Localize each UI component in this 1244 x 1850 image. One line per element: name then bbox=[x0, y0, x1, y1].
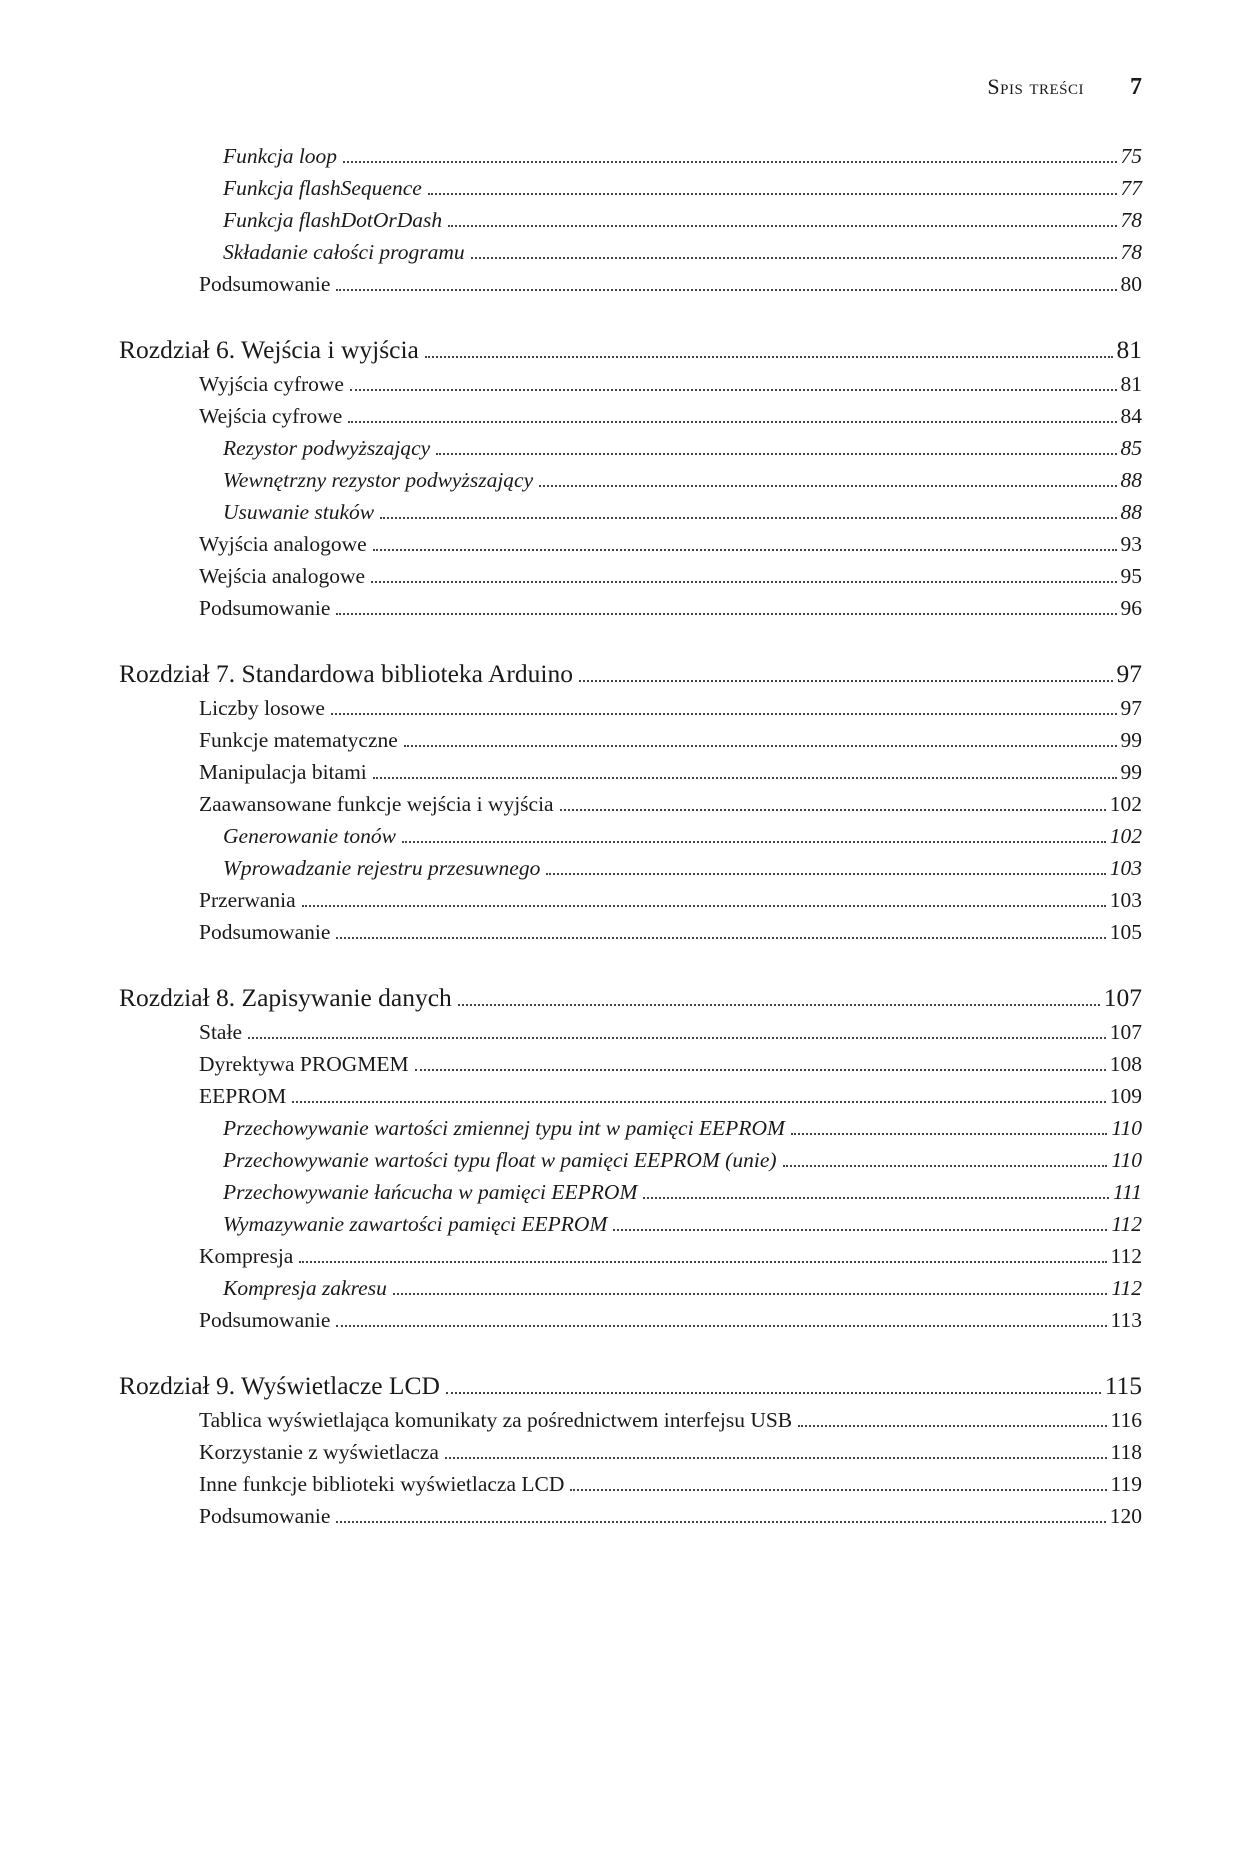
dot-leader bbox=[425, 356, 1113, 358]
toc-entry-title: Wprowadzanie rejestru przesuwnego bbox=[223, 856, 541, 880]
page-number: 7 bbox=[1130, 74, 1142, 100]
toc-chapter[interactable] bbox=[119, 332, 1142, 368]
toc-entry-title: Funkcja flashSequence bbox=[223, 176, 422, 200]
toc-entry-page: 88 bbox=[1120, 468, 1142, 492]
toc-entry-page: 111 bbox=[1112, 1180, 1142, 1204]
toc-entry-title: Przechowywanie łańcucha w pamięci EEPROM bbox=[223, 1180, 638, 1204]
dot-leader bbox=[471, 257, 1117, 259]
toc-section[interactable] bbox=[119, 560, 1142, 592]
dot-leader bbox=[570, 1489, 1106, 1491]
toc-section[interactable] bbox=[119, 788, 1142, 820]
toc-section[interactable] bbox=[119, 1436, 1142, 1468]
toc-entry-title: Generowanie tonów bbox=[223, 824, 396, 848]
toc-entry-page: 116 bbox=[1110, 1408, 1142, 1432]
toc-section[interactable] bbox=[119, 884, 1142, 916]
toc-section[interactable] bbox=[119, 1304, 1142, 1336]
dot-leader bbox=[373, 777, 1117, 779]
toc-entry-page: 78 bbox=[1120, 240, 1142, 264]
toc-entry-title: Usuwanie stuków bbox=[223, 500, 375, 524]
dot-leader bbox=[292, 1101, 1106, 1103]
toc-section[interactable] bbox=[119, 1080, 1142, 1112]
toc-entry-page: 95 bbox=[1120, 564, 1142, 588]
toc-entry-page: 102 bbox=[1109, 824, 1142, 848]
toc-entry-title: Przerwania bbox=[199, 888, 296, 912]
toc-section[interactable] bbox=[119, 368, 1142, 400]
toc-entry-page: 119 bbox=[1110, 1472, 1142, 1496]
toc-entry-page: 99 bbox=[1120, 760, 1142, 784]
toc-entry-page: 110 bbox=[1111, 1116, 1142, 1140]
toc-entry-title: Wyjścia analogowe bbox=[199, 532, 367, 556]
toc-subsection[interactable] bbox=[119, 140, 1142, 172]
dot-leader bbox=[373, 549, 1117, 551]
toc-entry-title: Zaawansowane funkcje wejścia i wyjścia bbox=[199, 792, 554, 816]
toc-subsection[interactable] bbox=[119, 236, 1142, 268]
toc-entry-page: 112 bbox=[1110, 1244, 1142, 1268]
toc-entry-title: Dyrektywa PROGMEM bbox=[199, 1052, 409, 1076]
dot-leader bbox=[336, 937, 1105, 939]
toc-entry-title: Funkcja loop bbox=[223, 144, 338, 168]
toc-section[interactable] bbox=[119, 1016, 1142, 1048]
toc-entry-page: 107 bbox=[1109, 1020, 1142, 1044]
dot-leader bbox=[560, 809, 1106, 811]
toc-entry-page: 105 bbox=[1109, 920, 1142, 944]
dot-leader bbox=[783, 1165, 1108, 1167]
toc-entry-title: Funkcje matematyczne bbox=[199, 728, 398, 752]
chapter-spacer bbox=[119, 948, 1142, 980]
toc-subsection[interactable] bbox=[119, 820, 1142, 852]
toc-subsection[interactable] bbox=[119, 496, 1142, 528]
toc-section[interactable] bbox=[119, 724, 1142, 756]
dot-leader bbox=[343, 161, 1116, 163]
toc-entry-title: Kompresja zakresu bbox=[223, 1276, 387, 1300]
dot-leader bbox=[380, 517, 1116, 519]
toc-entry-title: Liczby losowe bbox=[199, 696, 325, 720]
toc-entry-title: Podsumowanie bbox=[199, 1504, 331, 1528]
dot-leader bbox=[546, 873, 1105, 875]
dot-leader bbox=[336, 1521, 1105, 1523]
toc-section[interactable] bbox=[119, 592, 1142, 624]
dot-leader bbox=[446, 1392, 1101, 1394]
toc-entry-title: Podsumowanie bbox=[199, 920, 331, 944]
toc-entry-page: 78 bbox=[1120, 208, 1142, 232]
dot-leader bbox=[248, 1037, 1106, 1039]
toc-entry-page: 103 bbox=[1109, 888, 1142, 912]
toc-entry-title: Funkcja flashDotOrDash bbox=[223, 208, 443, 232]
toc-section[interactable] bbox=[119, 1048, 1142, 1080]
chapter-spacer bbox=[119, 300, 1142, 332]
toc-subsection[interactable] bbox=[119, 1208, 1142, 1240]
toc-subsection[interactable] bbox=[119, 204, 1142, 236]
toc-entry-page: 81 bbox=[1116, 335, 1142, 364]
toc-section[interactable] bbox=[119, 1468, 1142, 1500]
toc-entry-page: 75 bbox=[1120, 144, 1142, 168]
dot-leader bbox=[336, 1325, 1106, 1327]
dot-leader bbox=[798, 1425, 1106, 1427]
toc-entry-title: Kompresja bbox=[199, 1244, 294, 1268]
toc-entry-page: 81 bbox=[1120, 372, 1142, 396]
toc-entry-title: Wyjścia cyfrowe bbox=[199, 372, 344, 396]
toc-entry-page: 88 bbox=[1120, 500, 1142, 524]
toc-entry-title: Manipulacja bitami bbox=[199, 760, 367, 784]
toc-entry-title: Przechowywanie wartości zmiennej typu int w pamięci EEPROM bbox=[223, 1116, 785, 1140]
toc-subsection[interactable] bbox=[119, 432, 1142, 464]
toc-entry-title: EEPROM bbox=[199, 1084, 287, 1108]
dot-leader bbox=[436, 453, 1116, 455]
toc-entry-page: 97 bbox=[1120, 696, 1142, 720]
toc-section[interactable] bbox=[119, 400, 1142, 432]
toc-entry-title: Inne funkcje biblioteki wyświetlacza LCD bbox=[199, 1472, 565, 1496]
toc-subsection[interactable] bbox=[119, 1176, 1142, 1208]
toc-entry-title: Wymazywanie zawartości pamięci EEPROM bbox=[223, 1212, 608, 1236]
toc-entry-title: Podsumowanie bbox=[199, 1308, 331, 1332]
dot-leader bbox=[331, 713, 1117, 715]
dot-leader bbox=[336, 289, 1116, 291]
dot-leader bbox=[445, 1457, 1107, 1459]
toc-entry-page: 107 bbox=[1103, 983, 1142, 1012]
table-of-contents bbox=[119, 140, 1142, 1532]
toc-section[interactable] bbox=[119, 1240, 1142, 1272]
toc-entry-title: Składanie całości programu bbox=[223, 240, 465, 264]
toc-entry-title: Stałe bbox=[199, 1020, 242, 1044]
toc-entry-page: 109 bbox=[1109, 1084, 1142, 1108]
dot-leader bbox=[643, 1197, 1109, 1199]
toc-entry-page: 84 bbox=[1120, 404, 1142, 428]
dot-leader bbox=[539, 485, 1116, 487]
dot-leader bbox=[348, 421, 1116, 423]
toc-entry-page: 80 bbox=[1120, 272, 1142, 296]
toc-subsection[interactable] bbox=[119, 464, 1142, 496]
toc-entry-title: Rozdział 6. Wejścia i wyjścia bbox=[119, 335, 419, 364]
toc-entry-title: Rezystor podwyższający bbox=[223, 436, 431, 460]
dot-leader bbox=[299, 1261, 1106, 1263]
toc-entry-page: 118 bbox=[1110, 1440, 1142, 1464]
toc-entry-title: Wewnętrzny rezystor podwyższający bbox=[223, 468, 534, 492]
dot-leader bbox=[336, 613, 1116, 615]
toc-entry-page: 97 bbox=[1116, 659, 1142, 688]
toc-section[interactable] bbox=[119, 692, 1142, 724]
toc-entry-page: 99 bbox=[1120, 728, 1142, 752]
dot-leader bbox=[302, 905, 1106, 907]
toc-entry-title: Tablica wyświetlająca komunikaty za pośrednictwem interfejsu USB bbox=[199, 1408, 793, 1432]
toc-section[interactable] bbox=[119, 756, 1142, 788]
dot-leader bbox=[613, 1229, 1107, 1231]
chapter-spacer bbox=[119, 1336, 1142, 1368]
toc-entry-page: 93 bbox=[1120, 532, 1142, 556]
toc-section[interactable] bbox=[119, 268, 1142, 300]
toc-entry-title: Przechowywanie wartości typu float w pamięci EEPROM (unie) bbox=[223, 1148, 777, 1172]
toc-entry-page: 108 bbox=[1109, 1052, 1142, 1076]
toc-entry-title: Rozdział 8. Zapisywanie danych bbox=[119, 983, 452, 1012]
toc-entry-title: Rozdział 9. Wyświetlacze LCD bbox=[119, 1371, 440, 1400]
toc-entry-page: 77 bbox=[1120, 176, 1142, 200]
toc-section[interactable] bbox=[119, 1404, 1142, 1436]
toc-entry-page: 103 bbox=[1109, 856, 1142, 880]
toc-entry-page: 120 bbox=[1109, 1504, 1142, 1528]
dot-leader bbox=[791, 1133, 1107, 1135]
toc-entry-page: 110 bbox=[1111, 1148, 1142, 1172]
toc-entry-page: 96 bbox=[1120, 596, 1142, 620]
toc-subsection[interactable] bbox=[119, 1272, 1142, 1304]
toc-entry-page: 112 bbox=[1111, 1276, 1142, 1300]
toc-subsection[interactable] bbox=[119, 172, 1142, 204]
dot-leader bbox=[371, 581, 1116, 583]
dot-leader bbox=[579, 680, 1113, 682]
toc-section[interactable] bbox=[119, 528, 1142, 560]
toc-subsection[interactable] bbox=[119, 852, 1142, 884]
dot-leader bbox=[404, 745, 1117, 747]
toc-section[interactable] bbox=[119, 1500, 1142, 1532]
dot-leader bbox=[415, 1069, 1106, 1071]
running-title: Spis treści bbox=[987, 74, 1084, 99]
toc-entry-page: 85 bbox=[1120, 436, 1142, 460]
toc-entry-title: Podsumowanie bbox=[199, 272, 331, 296]
toc-chapter[interactable] bbox=[119, 656, 1142, 692]
toc-subsection[interactable] bbox=[119, 1144, 1142, 1176]
dot-leader bbox=[428, 193, 1117, 195]
toc-entry-page: 102 bbox=[1109, 792, 1142, 816]
dot-leader bbox=[402, 841, 1106, 843]
toc-entry-title: Korzystanie z wyświetlacza bbox=[199, 1440, 439, 1464]
page-header bbox=[0, 74, 1142, 101]
toc-section[interactable] bbox=[119, 916, 1142, 948]
toc-entry-title: Rozdział 7. Standardowa biblioteka Arduino bbox=[119, 659, 573, 688]
toc-entry-page: 115 bbox=[1104, 1371, 1142, 1400]
toc-entry-title: Wejścia analogowe bbox=[199, 564, 366, 588]
chapter-spacer bbox=[119, 624, 1142, 656]
toc-chapter[interactable] bbox=[119, 1368, 1142, 1404]
dot-leader bbox=[350, 389, 1117, 391]
dot-leader bbox=[393, 1293, 1108, 1295]
toc-subsection[interactable] bbox=[119, 1112, 1142, 1144]
toc-entry-page: 113 bbox=[1110, 1308, 1142, 1332]
toc-entry-title: Podsumowanie bbox=[199, 596, 331, 620]
toc-entry-title: Wejścia cyfrowe bbox=[199, 404, 343, 428]
toc-chapter[interactable] bbox=[119, 980, 1142, 1016]
toc-entry-page: 112 bbox=[1111, 1212, 1142, 1236]
dot-leader bbox=[448, 225, 1116, 227]
dot-leader bbox=[458, 1004, 1100, 1006]
